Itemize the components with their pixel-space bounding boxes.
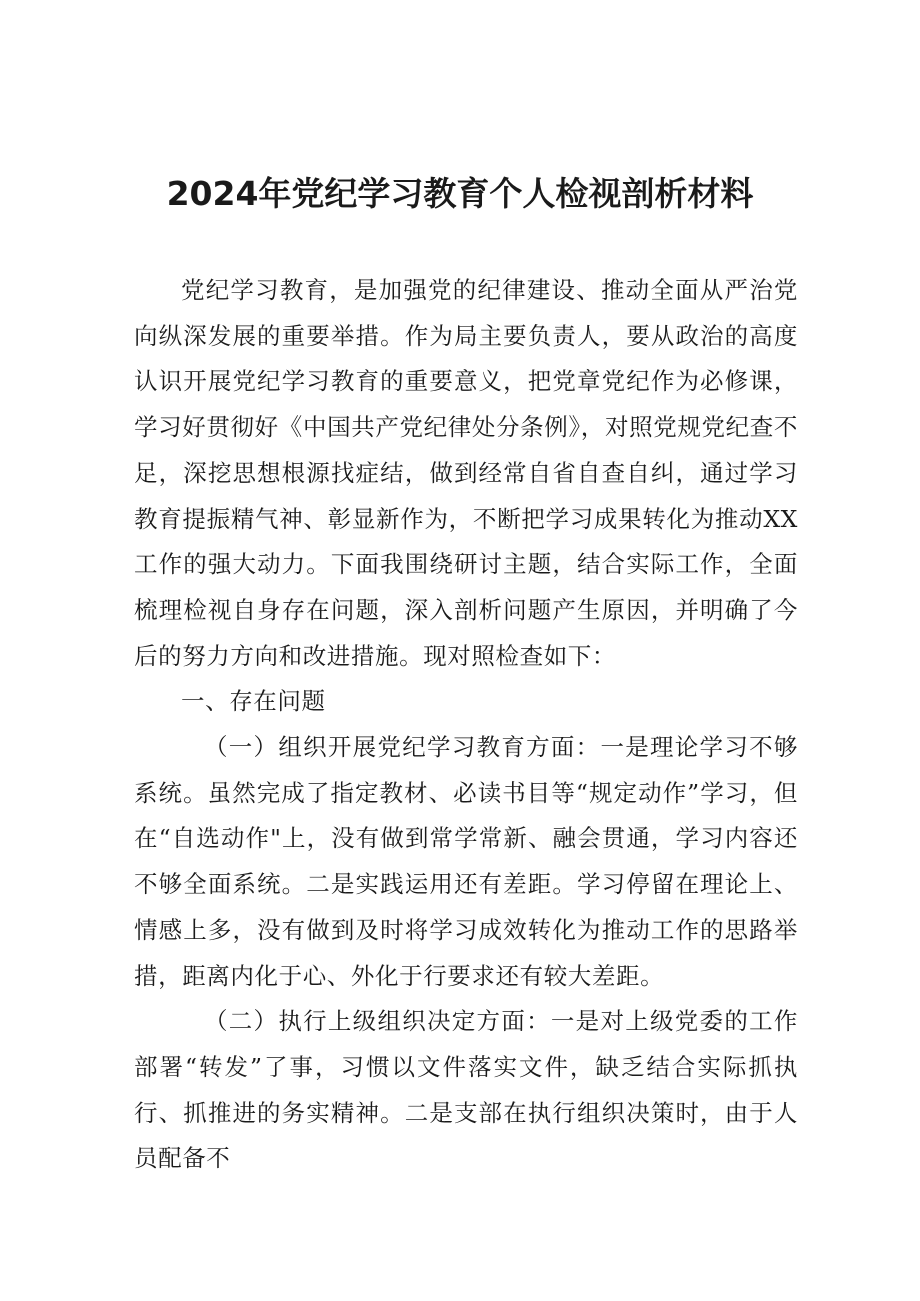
- intro-paragraph: 党纪学习教育，是加强党的纪律建设、推动全面从严治党向纵深发展的重要举措。作为局主要负责人，要从政治的高度认识开展党纪学习教育的重要意义，把党章党纪作为必修课，学习好贯彻好《中国共产党纪律处分条例》，对照党规党纪查不足，深挖思想根源找症结，做到经常自省自查自纠，通过学习教育提振精气神、彰显新作为，不断把学习成果转化为推动XX工作的强大动力。下面我围绕研讨主题，结合实际工作，全面梳理检视自身存在问题，深入剖析问题产生原因，并明确了今后的努力方向和改进措施。现对照检查如下：: [134, 276, 798, 670]
- subsection-paragraph-2: （二）执行上级组织决定方面：一是对上级党委的工作部署“转发”了事，习惯以文件落实文件，缺乏结合实际抓执行、抓推进的务实精神。二是支部在执行组织决策时，由于人员配备不: [134, 1007, 798, 1173]
- document-title: 2024年党纪学习教育个人检视剖析材料: [166, 174, 754, 213]
- document-body: [134, 268, 798, 1182]
- subsection-paragraph-1: （一）组织开展党纪学习教育方面：一是理论学习不够系统。虽然完成了指定教材、必读书目等“规定动作”学习，但在“自选动作"上，没有做到常学常新、融会贯通，学习内容还不够全面系统。二是实践运用还有差距。学习停留在理论上、情感上多，没有做到及时将学习成效转化为推动工作的思路举措，距离内化于心、外化于行要求还有较大差距。: [134, 733, 798, 990]
- section-heading: 一、存在问题: [181, 687, 326, 716]
